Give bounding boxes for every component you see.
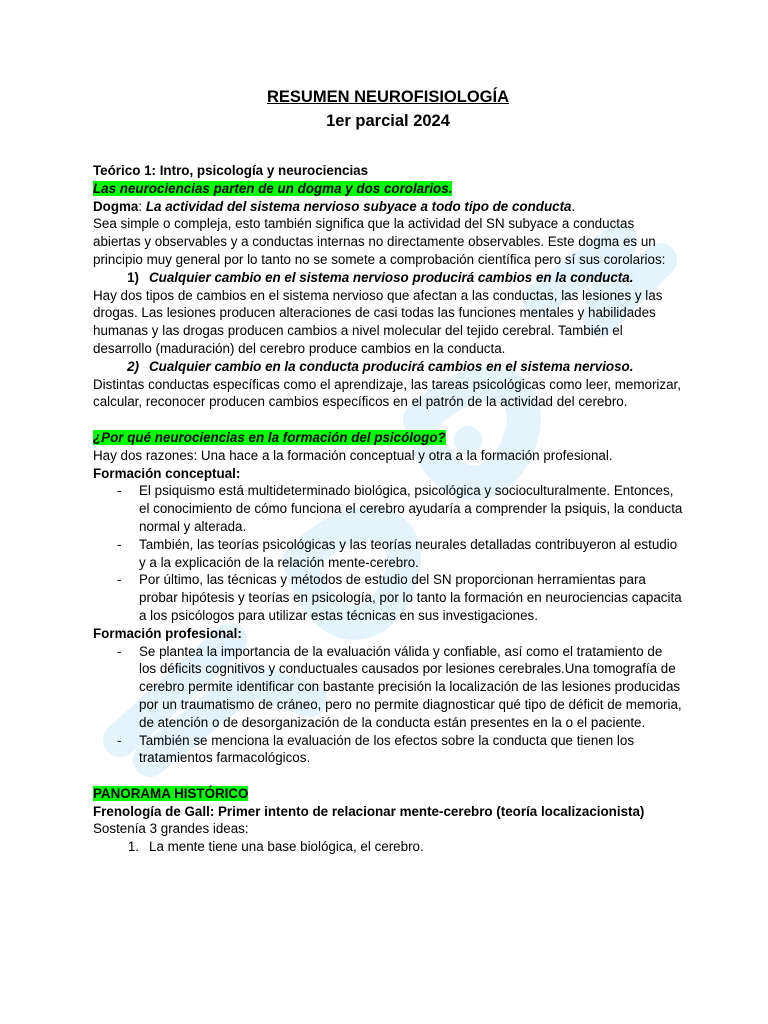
dogma-paragraph: Sea simple o compleja, esto también significa que la actividad del SN subyace a conductas abiertas y observables y a conductas internas no directamente observables. Este dogma es un principio muy general por lo tanto no se somete a comprobación científica pero sí sus corolarios: bbox=[93, 216, 666, 267]
title-line-2: 1er parcial 2024 bbox=[326, 112, 450, 130]
section1-heading: Teórico 1: Intro, psicología y neurociencias bbox=[93, 163, 369, 178]
list-item: - También, las teorías psicológicas y las teorías neurales detalladas contribuyeron al estudio y a la explicación de la relación mente-cerebro. bbox=[117, 536, 678, 570]
document-title bbox=[93, 85, 683, 133]
section3-intro: Sostenía 3 grandes ideas: bbox=[93, 821, 249, 837]
section1-highlight: Las neurociencias parten de un dogma y dos corolarios. bbox=[93, 180, 453, 196]
corollary-2 bbox=[93, 358, 683, 376]
corollary-1 bbox=[93, 269, 683, 287]
gall-idea-1-text: La mente tiene una base biológica, el cerebro. bbox=[149, 839, 424, 855]
conceptual-heading: Formación conceptual: bbox=[93, 465, 241, 481]
list-item: - El psiquismo está multideterminado biológica, psicológica y socioculturalmente. Entonces, el conocimiento de cómo funciona el cerebro ayudaría a comprender la psiquis, la conducta normal y alterada. bbox=[117, 483, 683, 534]
gall-idea-1 bbox=[93, 838, 683, 856]
section2-highlight: ¿Por qué neurociencias en la formación del psicólogo? bbox=[93, 429, 446, 445]
dogma-text: La actividad del sistema nervioso subyace a todo tipo de conducta bbox=[145, 198, 572, 214]
corollary-2-number: 2) bbox=[127, 358, 139, 374]
corollary-2-text: Cualquier cambio en la conducta producirá cambios en el sistema nervioso. bbox=[149, 358, 634, 374]
corollary-1-text: Cualquier cambio en el sistema nervioso producirá cambios en la conducta. bbox=[149, 269, 634, 285]
document-page bbox=[93, 85, 683, 856]
section3-heading: Frenología de Gall: Primer intento de relacionar mente-cerebro (teoría localizacionista) bbox=[93, 803, 645, 819]
list-item: - También se menciona la evaluación de los efectos sobre la conducta que tienen los tratamientos farmacológicos. bbox=[117, 732, 635, 766]
list-item: - Se plantea la importancia de la evaluación válida y confiable, así como el tratamiento de los déficits cognitivos y conductuales causados por lesiones cerebrales.Una tomografía de cerebro permite identificar con bastante precisión la localización de las lesiones producidas por un traumatismo de cráneo, pero no permite diagnosticar qué tipo de déficit de memoria, de atención o de desorganización de la conducta están presentes en la o el paciente. bbox=[117, 643, 682, 730]
title-line-1: RESUMEN NEUROFISIOLOGÍA bbox=[266, 88, 509, 106]
list-item: - Por último, las técnicas y métodos de estudio del SN proporcionan herramientas para probar hipótesis y teorías en psicología, por lo tanto la formación en neurociencias capacita a los psicólogos para utilizar estas técnicas en sus investigaciones. bbox=[117, 572, 682, 623]
gall-idea-1-number: 1. bbox=[127, 839, 139, 855]
dogma-line: Dogma: La actividad del sistema nervioso subyace a todo tipo de conducta. bbox=[93, 198, 576, 214]
section3-highlight: PANORAMA HISTÓRICO bbox=[93, 785, 249, 801]
professional-list bbox=[93, 643, 683, 768]
corollary-1-paragraph: Hay dos tipos de cambios en el sistema nervioso que afectan a las conductas, las lesiones y las drogas. Las lesiones producen alteraciones de casi todas las funciones mentales y habilidades humanas y las drogas producen cambios a nivel molecular del tejido cerebral. También el desarrollo (maduración) del cerebro produce cambios en la conducta. bbox=[93, 287, 663, 356]
conceptual-list bbox=[93, 482, 683, 624]
section2-intro: Hay dos razones: Una hace a la formación conceptual y otra a la formación profesional. bbox=[93, 447, 613, 463]
corollary-2-paragraph: Distintas conductas específicas como el aprendizaje, las tareas psicológicas como leer, memorizar, calcular, reconocer producen cambios específicos en el patrón de la actividad del cerebro. bbox=[93, 376, 681, 410]
corollary-1-number: 1) bbox=[127, 269, 139, 285]
professional-heading: Formación profesional: bbox=[93, 625, 242, 641]
dogma-label: Dogma bbox=[93, 198, 139, 214]
